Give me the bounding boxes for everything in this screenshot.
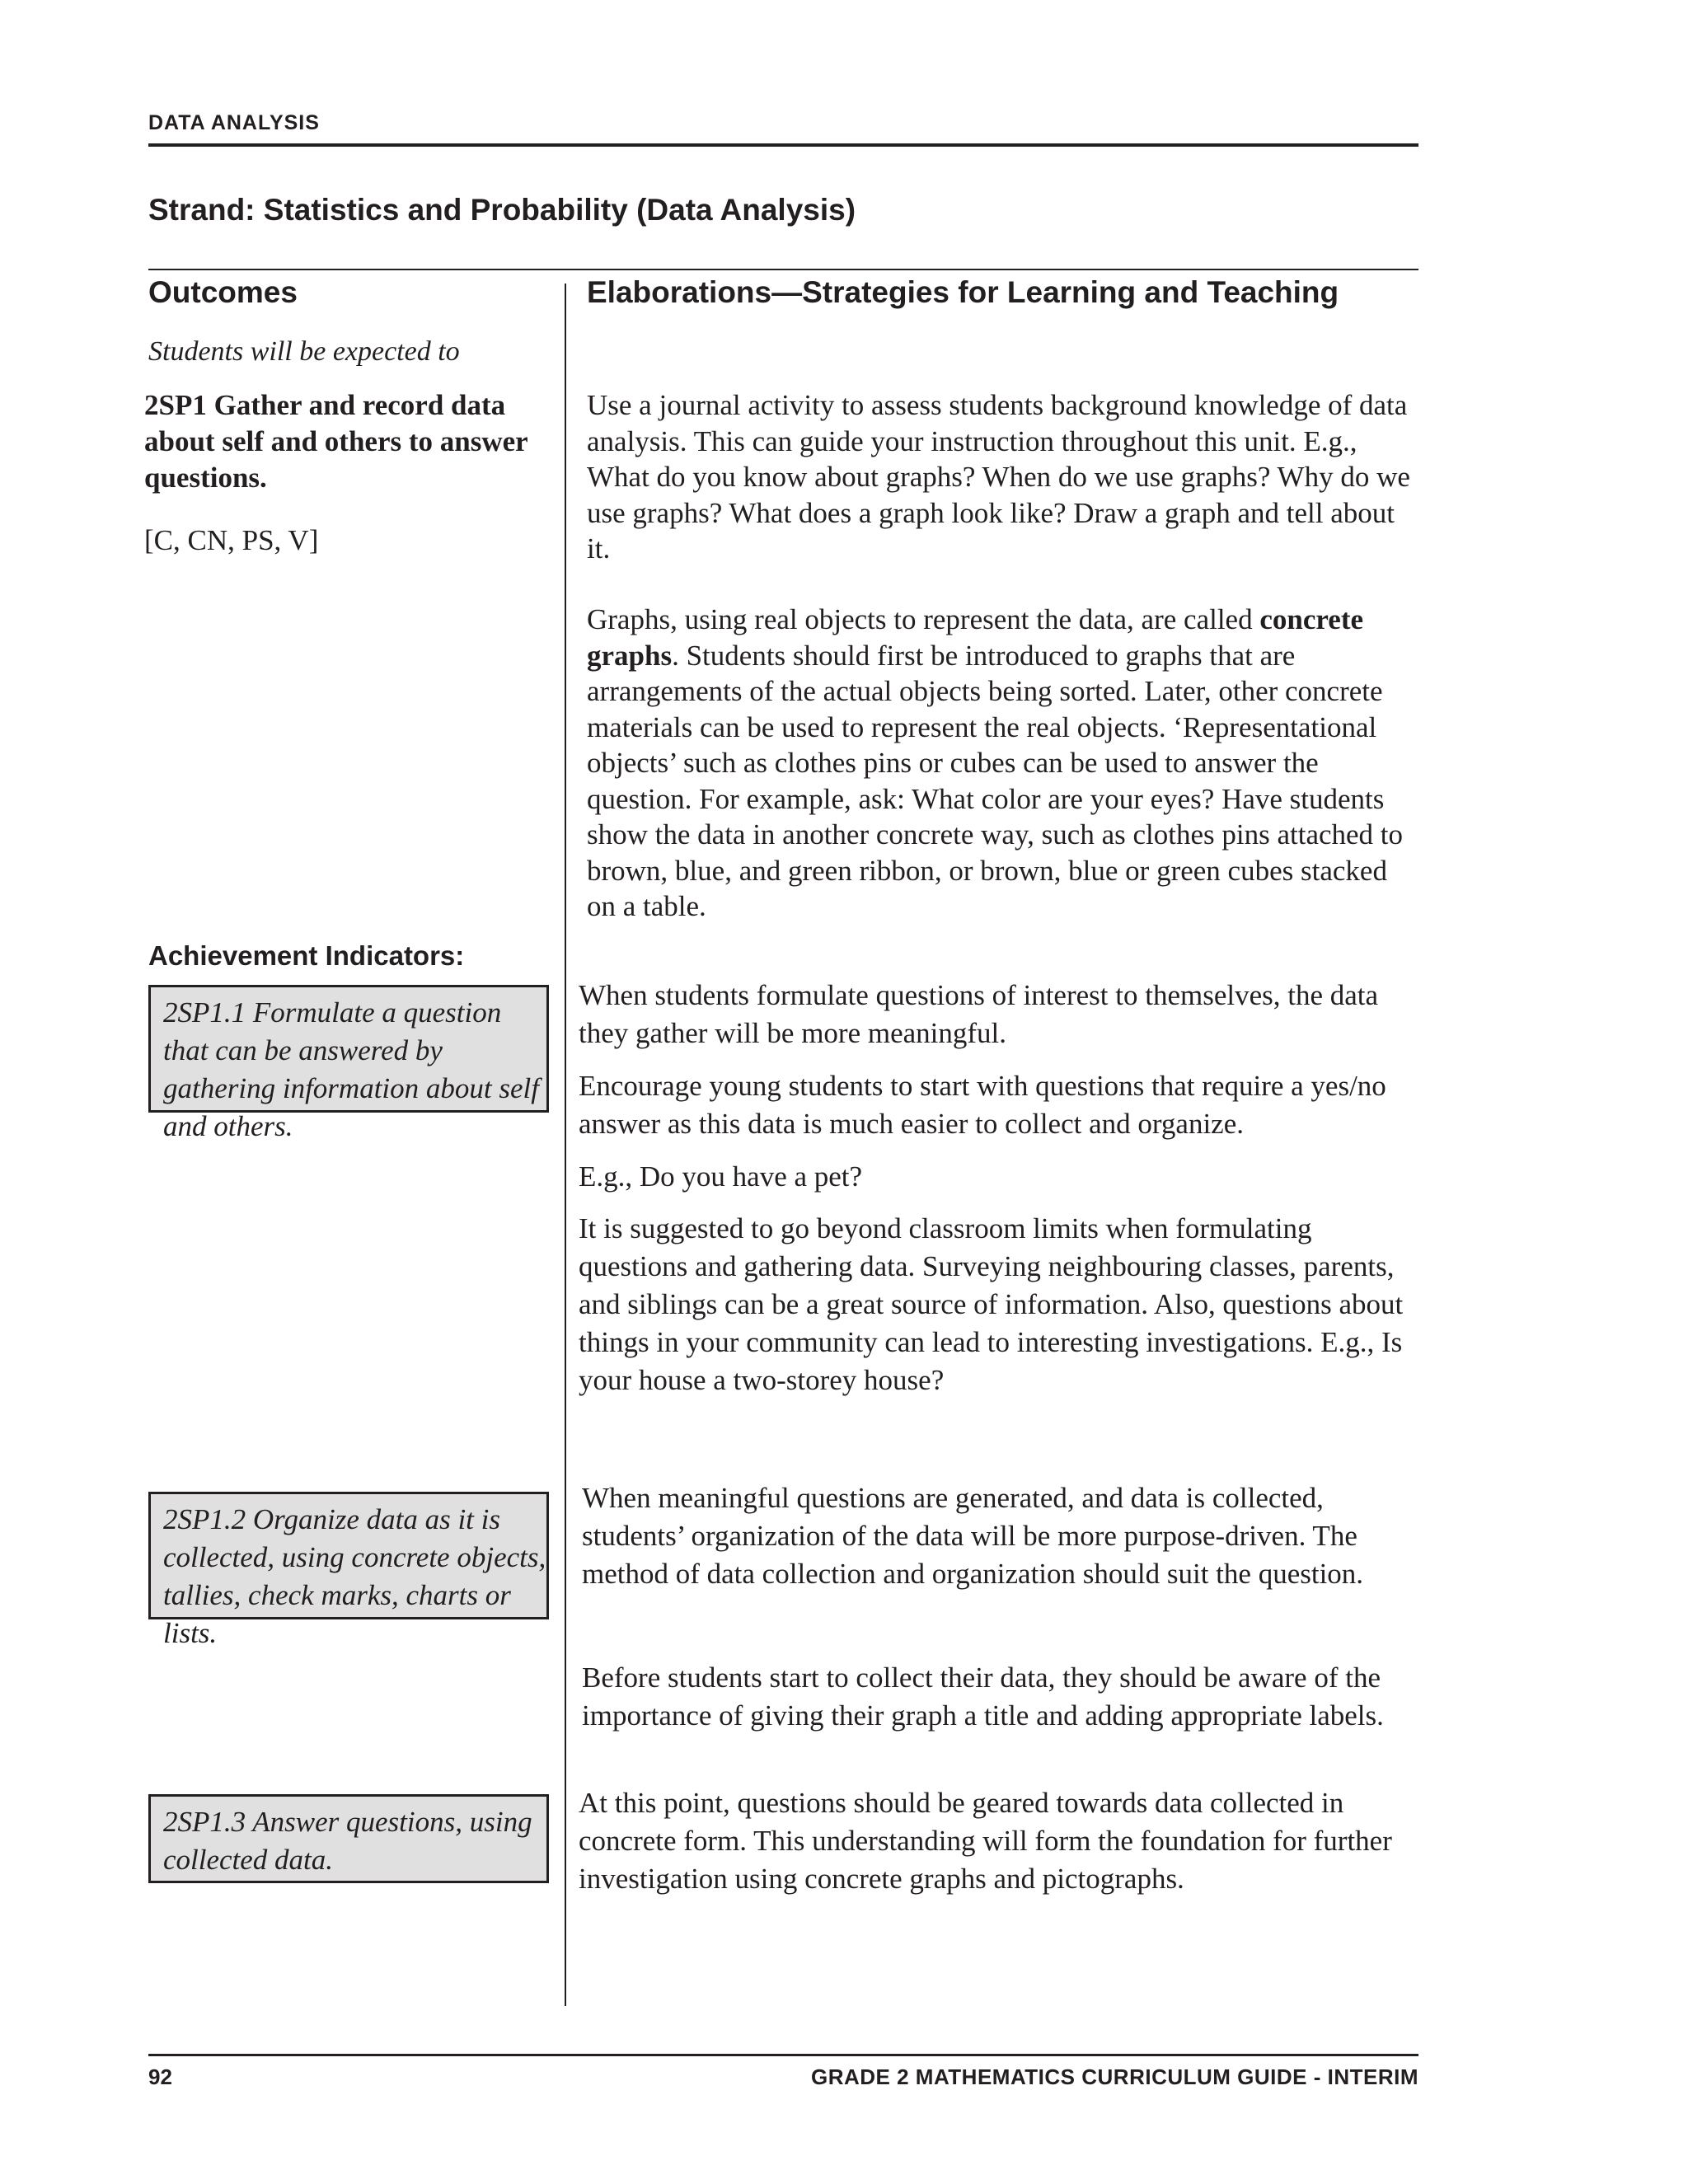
outcome-intro: Students will be expected to (148, 336, 460, 367)
elaboration-paragraph: Before students start to collect their data, they should be aware of the importance of giving their graph a title and adding appropriate labels. (582, 1661, 1384, 1732)
elaborations-heading: Elaborations—Strategies for Learning and Teaching (587, 275, 1339, 309)
footer-rule (148, 2054, 1418, 2056)
elaboration-paragraph: E.g., Do you have a pet? (579, 1160, 863, 1193)
header-rule (148, 143, 1418, 147)
elaboration-paragraph: At this point, questions should be geared towards data collected in concrete form. This understanding will form the foundation for further investigation using concrete graphs and pictographs. (579, 1787, 1392, 1895)
indicator-box: 2SP1.2 Organize data as it is collected, using concrete objects, tallies, check marks, charts or lists. (148, 1492, 549, 1619)
elaboration-paragraph: When meaningful questions are generated, and data is collected, students’ organization of the data will be more purpose-driven. The method of data collection and organization should suit the question. (582, 1482, 1364, 1590)
indicator-box: 2SP1.3 Answer questions, using collected data. (148, 1794, 549, 1883)
elaboration-paragraph: When students formulate questions of interest to themselves, the data they gather will be more meaningful. (579, 979, 1379, 1049)
title-rule (148, 269, 1418, 270)
page-number: 92 (148, 2064, 172, 2089)
column-divider (565, 284, 566, 2006)
bold-term: concrete graphs (587, 603, 1364, 672)
elaboration-paragraph: Graphs, using real objects to represent the data, are called concrete graphs. Students should first be introduced to graphs that are arrangements of the actual objects being sorted. Later, other concrete materials can be used to represent the real objects. ‘Representational objects’ such as clothes pins or cubes can be used to answer the question. For example, ask: What color are your eyes? Have students show the data in another concrete way, such as clothes pins attached to brown, blue, and green ribbon, or brown, blue or green cubes stacked on a table. (587, 603, 1404, 922)
outcomes-heading: Outcomes (148, 275, 298, 309)
elaboration-paragraph: It is suggested to go beyond classroom limits when formulating questions and gathering data. Surveying neighbouring classes, parents, and siblings can be a great source of information. Also, questions about things in your community can lead to interesting investigations. E.g., Is your house a two-storey house? (579, 1212, 1404, 1396)
footer-title: GRADE 2 MATHEMATICS CURRICULUM GUIDE - INTERIM (810, 2064, 1418, 2089)
outcome-codes: [C, CN, PS, V] (144, 524, 319, 556)
outcome-statement: 2SP1 Gather and record data about self and others to answer questions. (144, 389, 528, 494)
achievement-heading: Achievement Indicators: (148, 940, 465, 971)
elaboration-paragraph: Encourage young students to start with questions that require a yes/no answer as this data is much easier to collect and organize. (579, 1070, 1386, 1140)
elaboration-paragraph: Use a journal activity to assess students background knowledge of data analysis. This can guide your instruction throughout this unit. E.g., What do you know about graphs? When do we use graphs? Why do we use graphs? What does a graph look like? Draw a graph and tell about it. (587, 389, 1410, 565)
page-title: Strand: Statistics and Probability (Data Analysis) (148, 193, 856, 227)
section-label: DATA ANALYSIS (148, 111, 320, 134)
indicator-box: 2SP1.1 Formulate a question that can be answered by gathering information about self and others. (148, 985, 549, 1113)
